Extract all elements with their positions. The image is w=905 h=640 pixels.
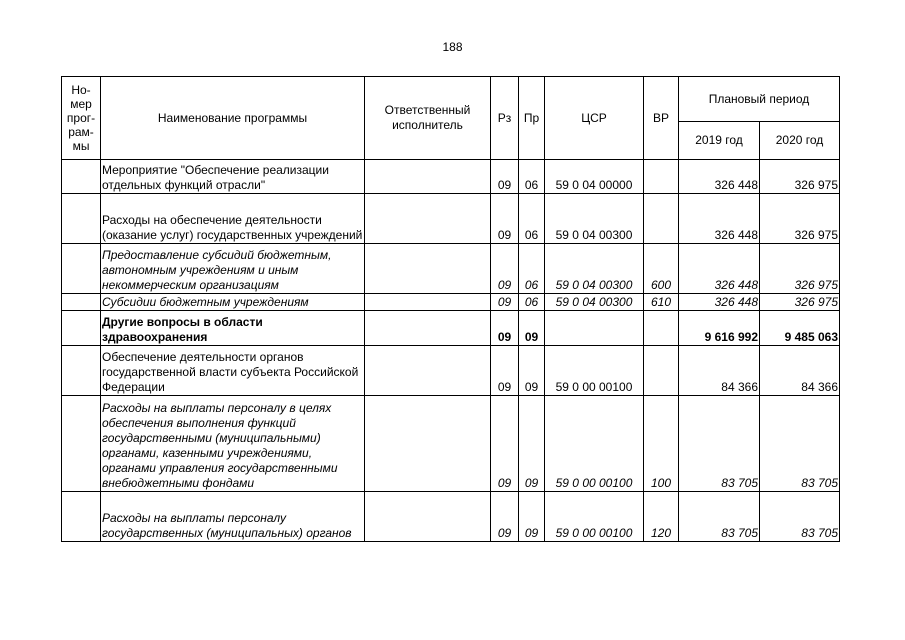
table-row bbox=[62, 396, 840, 492]
row-2019: 83 705 bbox=[679, 492, 760, 542]
row-name: Предоставление субсидий бюджетным, автономным учреждениям и иным некоммерческим организациям bbox=[101, 244, 365, 294]
row-vr bbox=[644, 311, 679, 346]
row-2020: 326 975 bbox=[760, 160, 840, 194]
table-row bbox=[62, 160, 840, 194]
row-2019: 84 366 bbox=[679, 346, 760, 396]
row-rz: 09 bbox=[491, 346, 519, 396]
row-csr: 59 0 04 00300 bbox=[545, 194, 644, 244]
row-pr: 06 bbox=[519, 194, 545, 244]
header-2020: 2020 год bbox=[760, 122, 840, 160]
row-pr: 09 bbox=[519, 492, 545, 542]
table-row bbox=[62, 244, 840, 294]
row-vr: 120 bbox=[644, 492, 679, 542]
table-row bbox=[62, 492, 840, 542]
row-csr: 59 0 00 00100 bbox=[545, 396, 644, 492]
row-rz: 09 bbox=[491, 492, 519, 542]
row-2020: 326 975 bbox=[760, 194, 840, 244]
row-rz: 09 bbox=[491, 311, 519, 346]
header-vr: ВР bbox=[644, 77, 679, 160]
row-csr: 59 0 00 00100 bbox=[545, 346, 644, 396]
row-vr: 610 bbox=[644, 294, 679, 311]
row-vr: 600 bbox=[644, 244, 679, 294]
table-row bbox=[62, 346, 840, 396]
row-rz: 09 bbox=[491, 194, 519, 244]
row-csr: 59 0 04 00300 bbox=[545, 244, 644, 294]
row-vr bbox=[644, 160, 679, 194]
row-csr bbox=[545, 311, 644, 346]
row-pr: 06 bbox=[519, 160, 545, 194]
header-csr: ЦСР bbox=[545, 77, 644, 160]
row-2019: 83 705 bbox=[679, 396, 760, 492]
row-vr bbox=[644, 346, 679, 396]
table-row bbox=[62, 194, 840, 244]
row-name: Расходы на выплаты персоналу государственных (муниципальных) органов bbox=[101, 492, 365, 542]
row-2020: 326 975 bbox=[760, 244, 840, 294]
row-pr: 09 bbox=[519, 311, 545, 346]
row-name: Расходы на обеспечение деятельности (оказание услуг) государственных учреждений bbox=[101, 194, 365, 244]
row-csr: 59 0 04 00300 bbox=[545, 294, 644, 311]
table-row bbox=[62, 294, 840, 311]
row-2019: 326 448 bbox=[679, 294, 760, 311]
row-csr: 59 0 00 00100 bbox=[545, 492, 644, 542]
header-pr: Пр bbox=[519, 77, 545, 160]
header-executor: Ответственный исполнитель bbox=[365, 77, 491, 160]
row-name: Субсидии бюджетным учреждениям bbox=[101, 294, 365, 311]
header-plan-period: Плановый период bbox=[679, 77, 840, 122]
row-2019: 326 448 bbox=[679, 160, 760, 194]
row-csr: 59 0 04 00000 bbox=[545, 160, 644, 194]
row-pr: 09 bbox=[519, 396, 545, 492]
row-name: Другие вопросы в области здравоохранения bbox=[101, 311, 365, 346]
row-rz: 09 bbox=[491, 294, 519, 311]
row-2020: 84 366 bbox=[760, 346, 840, 396]
row-name: Расходы на выплаты персоналу в целях обеспечения выполнения функций государственными (муниципальными) органами, казенными учреждениями, органами управления государственными внебюджетными фондами bbox=[101, 396, 365, 492]
row-vr bbox=[644, 194, 679, 244]
row-2020: 9 485 063 bbox=[760, 311, 840, 346]
row-2020: 83 705 bbox=[760, 396, 840, 492]
header-name: Наименование программы bbox=[101, 77, 365, 160]
row-name: Обеспечение деятельности органов государственной власти субъекта Российской Федерации bbox=[101, 346, 365, 396]
row-2019: 9 616 992 bbox=[679, 311, 760, 346]
page-number: 188 bbox=[442, 40, 463, 54]
header-2019: 2019 год bbox=[679, 122, 760, 160]
budget-table bbox=[61, 76, 840, 542]
row-name: Мероприятие "Обеспечение реализации отдельных функций отрасли" bbox=[101, 160, 365, 194]
row-rz: 09 bbox=[491, 396, 519, 492]
row-rz: 09 bbox=[491, 244, 519, 294]
row-pr: 06 bbox=[519, 244, 545, 294]
table-row bbox=[62, 311, 840, 346]
row-vr: 100 bbox=[644, 396, 679, 492]
row-rz: 09 bbox=[491, 160, 519, 194]
header-rz: Рз bbox=[491, 77, 519, 160]
header-num: Но- мер прог- рам- мы bbox=[62, 77, 101, 160]
row-2019: 326 448 bbox=[679, 194, 760, 244]
row-2020: 83 705 bbox=[760, 492, 840, 542]
row-pr: 06 bbox=[519, 294, 545, 311]
row-2019: 326 448 bbox=[679, 244, 760, 294]
row-2020: 326 975 bbox=[760, 294, 840, 311]
row-pr: 09 bbox=[519, 346, 545, 396]
